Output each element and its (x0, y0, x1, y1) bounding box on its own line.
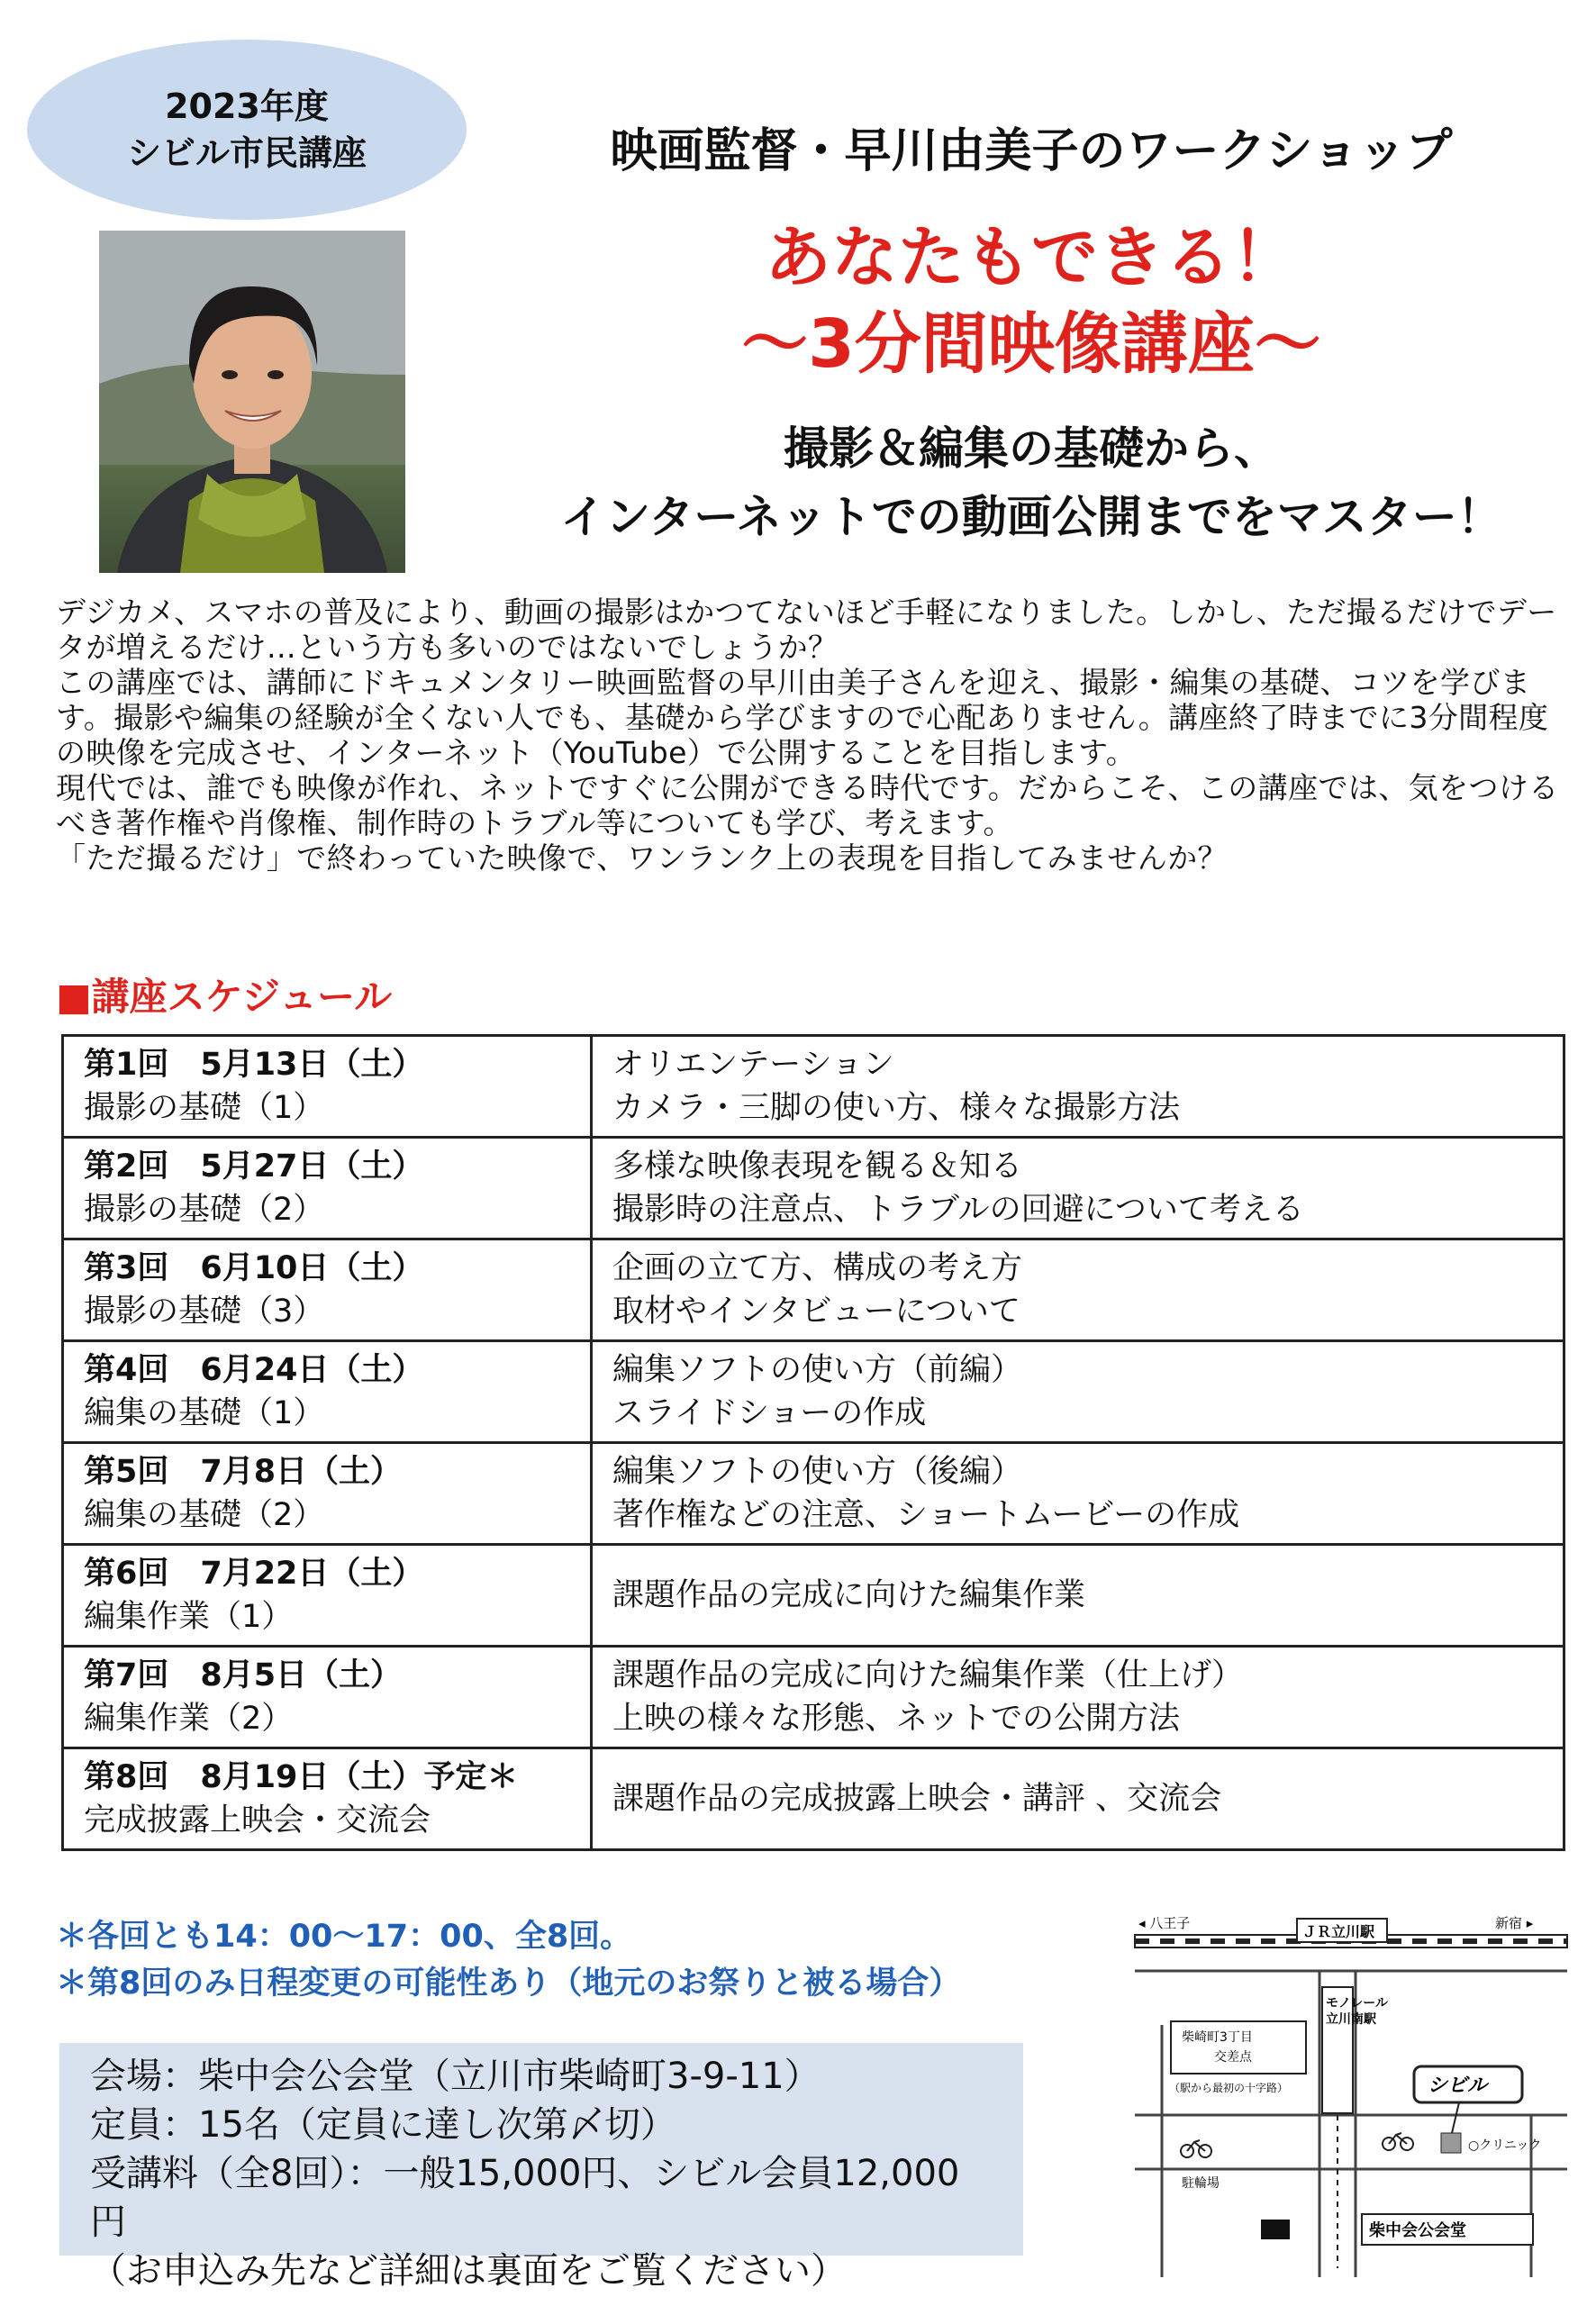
table-row (63, 1443, 1564, 1545)
catchphrase-line2: ～3分間映像講座～ (741, 305, 1321, 383)
content-cell (592, 1036, 1564, 1138)
table-row (63, 1748, 1564, 1850)
content-line: 著作権などの注意、ショートムービーの作成 (612, 1497, 1240, 1533)
map-label-intersection-note: （駅から最初の十字路） (1169, 2082, 1289, 2094)
content-line: 取材やインタビューについて (612, 1294, 1020, 1330)
bicycle-icon (1383, 2133, 1413, 2150)
session-title: 第5回 7月8日（土） (84, 1454, 403, 1490)
map-label-monorail-1: モノレール (1326, 1996, 1389, 2011)
content-cell (592, 1443, 1564, 1545)
session-topic: 編集の基礎（2） (84, 1497, 325, 1533)
session-cell (63, 1036, 592, 1138)
venue-capacity: 定員：15名（定員に達し次第〆切） (90, 2104, 676, 2146)
map-label-hall: 柴中会公会堂 (1369, 2221, 1466, 2240)
venue-place: 会場：柴中会公会堂（立川市柴崎町3-9-11） (90, 2056, 821, 2097)
catchphrase-line1: あなたもできる！ (765, 219, 1298, 296)
session-topic: 完成披露上映会・交流会 (84, 1802, 431, 1838)
note-date-change: ＊第8回のみ日程変更の可能性あり（地元のお祭りと被る場合） (56, 1966, 961, 2002)
schedule-table (61, 1034, 1565, 1851)
session-title: 第8回 8月19日（土）予定＊ (84, 1759, 519, 1795)
intro-text (56, 595, 1560, 876)
instructor-portrait-illustration (99, 231, 405, 573)
session-title: 第6回 7月22日（土） (84, 1556, 424, 1592)
civil-building (1441, 2133, 1461, 2153)
venue-fee: 受講料（全8回）：一般15,000円、シビル会員12,000円 (90, 2153, 960, 2243)
map-label-monorail-2: 立川南駅 (1326, 2012, 1376, 2027)
map-label-intersection-2: 交差点 (1214, 2050, 1252, 2065)
map-label-parking: 駐輪場 (1182, 2176, 1220, 2191)
session-topic: 編集作業（1） (84, 1599, 294, 1635)
table-row (63, 1545, 1564, 1647)
intro-paragraph: 現代では、誰でも映像が作れ、ネットですぐに公開ができる時代です。だからこそ、この講座では、気をつけるべき著作権や肖像権、制作時のトラブル等についても学び、考えます。 (56, 770, 1559, 840)
content-cell (592, 1545, 1564, 1647)
content-cell (592, 1647, 1564, 1748)
content-line: 課題作品の完成に向けた編集作業 (612, 1577, 1086, 1613)
badge-year: 2023年度 (165, 86, 329, 126)
year-badge (27, 40, 467, 220)
map-label-intersection-1: 柴崎町3丁目 (1182, 2030, 1253, 2045)
session-cell (63, 1647, 592, 1748)
content-cell (592, 1138, 1564, 1239)
session-cell (63, 1138, 592, 1239)
session-title: 第1回 5月13日（土） (84, 1047, 424, 1083)
civil-pointer (1452, 2102, 1459, 2133)
venue-details: （お申込み先など詳細は裏面をご覧ください） (90, 2250, 847, 2292)
schedule-heading: ■講座スケジュール (56, 975, 393, 1019)
sub-catchphrase-line2: インターネットでの動画公開までをマスター！ (560, 491, 1502, 543)
map-label-shinjuku: 新宿 ▸ (1495, 1915, 1534, 1931)
session-title: 第7回 8月5日（土） (84, 1657, 403, 1693)
map-label-hachioji: ◂ 八王子 (1138, 1915, 1191, 1931)
badge-series: シビル市民講座 (126, 133, 367, 173)
table-row (63, 1239, 1564, 1341)
content-line: 編集ソフトの使い方（後編） (612, 1454, 1023, 1490)
map-label-jr-station: ＪＲ立川駅 (1302, 1923, 1375, 1940)
table-row (63, 1647, 1564, 1748)
content-line: 撮影時の注意点、トラブルの回避について考える (612, 1192, 1304, 1228)
content-line: スライドショーの作成 (612, 1395, 927, 1431)
session-title: 第4回 6月24日（土） (84, 1352, 424, 1388)
session-topic: 編集の基礎（1） (84, 1395, 325, 1431)
sub-catchphrase-line1: 撮影＆編集の基礎から、 (784, 422, 1279, 475)
content-cell (592, 1341, 1564, 1443)
note-time: ＊各回とも14：00～17：00、全8回。 (56, 1919, 632, 1955)
session-cell (63, 1341, 592, 1443)
session-topic: 撮影の基礎（3） (84, 1294, 325, 1330)
content-cell (592, 1239, 1564, 1341)
content-line: カメラ・三脚の使い方、様々な撮影方法 (612, 1090, 1181, 1126)
session-cell (63, 1443, 592, 1545)
session-cell (63, 1748, 592, 1850)
access-map (1117, 1908, 1585, 2286)
content-line: 編集ソフトの使い方（前編） (612, 1352, 1023, 1388)
content-line: 企画の立て方、構成の考え方 (612, 1250, 1023, 1286)
content-line: オリエンテーション (612, 1047, 894, 1083)
intro-paragraph: 「ただ撮るだけ」で終わっていた映像で、ワンランク上の表現を目指してみませんか？ (56, 840, 1228, 876)
workshop-title: 映画監督・早川由美子のワークショップ (610, 124, 1453, 178)
table-row (63, 1036, 1564, 1138)
intersection-box (1171, 2021, 1306, 2074)
hall-building (1261, 2220, 1290, 2239)
content-line: 課題作品の完成に向けた編集作業（仕上げ） (612, 1657, 1244, 1693)
main-catchphrase (486, 214, 1576, 387)
session-topic: 編集作業（2） (84, 1701, 294, 1737)
session-topic: 撮影の基礎（2） (84, 1192, 325, 1228)
map-label-clinic: ○クリニック (1468, 2138, 1542, 2153)
session-cell (63, 1239, 592, 1341)
venue-info-box (59, 2043, 1023, 2292)
content-line: 上映の様々な形態、ネットでの公開方法 (612, 1701, 1181, 1737)
intro-paragraph: デジカメ、スマホの普及により、動画の撮影はかつてないほど手軽になりました。しかし、ただ撮るだけでデータが増えるだけ…という方も多いのではないでしょうか？ (56, 595, 1557, 665)
instructor-photo (99, 231, 405, 573)
intro-paragraph: この講座では、講師にドキュメンタリー映画監督の早川由美子さんを迎え、撮影・編集の基礎、コツを学びます。撮影や編集の経験が全くない人でも、基礎から学びますので心配ありません。講座終了時までに3分間程度の映像を完成させ、インターネット（YouTube）で公開することを目指します。 (56, 665, 1549, 770)
table-row (63, 1138, 1564, 1239)
session-topic: 撮影の基礎（1） (84, 1090, 325, 1126)
session-cell (63, 1545, 592, 1647)
content-cell (592, 1748, 1564, 1850)
sub-catchphrase (486, 414, 1576, 551)
session-title: 第3回 6月10日（土） (84, 1250, 424, 1286)
bicycle-icon (1181, 2140, 1211, 2157)
table-row (63, 1341, 1564, 1443)
content-line: 多様な映像表現を観る＆知る (612, 1148, 1023, 1185)
content-line: 課題作品の完成披露上映会・講評 、交流会 (612, 1781, 1222, 1817)
session-title: 第2回 5月27日（土） (84, 1148, 424, 1185)
map-label-civil: シビル (1428, 2074, 1488, 2097)
schedule-notes (56, 1913, 960, 2007)
